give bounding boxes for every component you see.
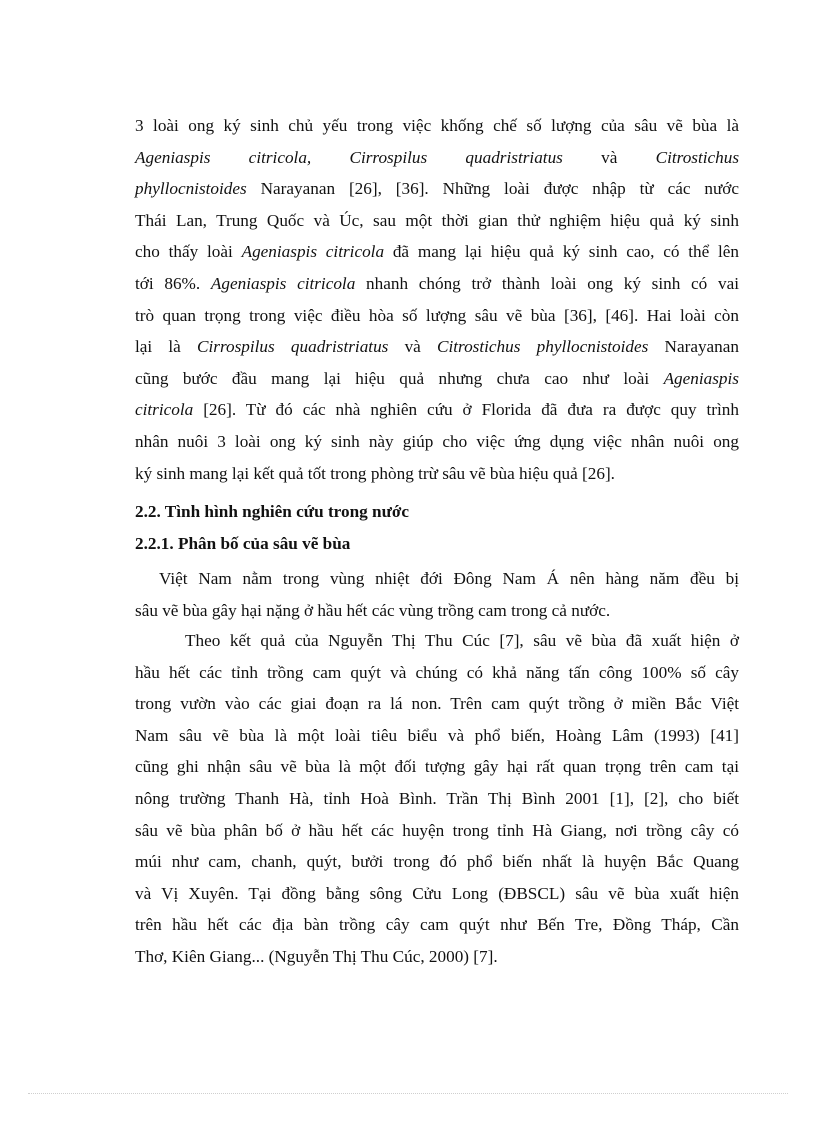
text-line: Thơ, Kiên Giang... (Nguyễn Thị Thu Cúc, 2000) [7].: [135, 946, 498, 966]
text-run: Narayanan [26], [36]. Những loài được nhập từ các nước: [246, 179, 739, 199]
text-line: hầu hết các tỉnh trồng cam quýt và chúng có khả năng tấn công 100% số cây: [135, 662, 739, 682]
text-line: [135, 236, 739, 268]
text-line: trò quan trọng trong việc điều hòa số lượng sâu vẽ bùa [36], [46]. Hai loài còn: [135, 305, 739, 325]
text-line: [135, 268, 739, 300]
subsection-heading: 2.2.1. Phân bố của sâu vẽ bùa: [135, 533, 351, 553]
text-line: [135, 173, 739, 205]
species-name: Ageniaspis citricola: [241, 242, 385, 262]
species-name: Cirrospilus quadristriatus: [349, 147, 563, 167]
text-line: và Vị Xuyên. Tại đồng bằng sông Cửu Long (ĐBSCL) sâu vẽ bùa xuất hiện: [135, 883, 739, 903]
species-name: Ageniaspis citricola: [210, 273, 356, 293]
species-name: Ageniaspis: [663, 368, 739, 388]
text-line: nông trường Thanh Hà, tỉnh Hoà Bình. Trần Thị Bình 2001 [1], [2], cho biết: [135, 788, 739, 808]
text-run: tới 86%.: [135, 273, 211, 293]
text-line: ký sinh mang lại kết quả tốt trong phòng trừ sâu vẽ bùa hiệu quả [26].: [135, 463, 615, 483]
section-headings: [135, 496, 739, 559]
text-line: sâu vẽ bùa phân bố ở hầu hết các huyện trong tỉnh Hà Giang, nơi trồng cây có: [135, 820, 739, 840]
text-line: trên hầu hết các địa bàn trồng cây cam quýt như Bến Tre, Đồng Tháp, Cần: [135, 915, 739, 935]
text-line: Thái Lan, Trung Quốc và Úc, sau một thời gian thử nghiệm hiệu quả ký sinh: [135, 210, 739, 230]
text-line: cũng ghi nhận sâu vẽ bùa là một đối tượng gây hại rất quan trọng trên cam tại: [135, 757, 739, 777]
text-line: 3 loài ong ký sinh chủ yếu trong việc khống chế số lượng của sâu vẽ bùa là: [135, 116, 739, 135]
paragraph-vietnam-distribution: [135, 563, 739, 626]
text-line: Nam sâu vẽ bùa là một loài tiêu biểu và phổ biến, Hoàng Lâm (1993) [41]: [135, 725, 739, 745]
text-line: nhân nuôi 3 loài ong ký sinh này giúp cho việc ứng dụng việc nhân nuôi ong: [135, 431, 739, 451]
text-line: Việt Nam nằm trong vùng nhiệt đới Đông Nam Á nên hàng năm đều bị: [159, 569, 739, 588]
text-run: [26]. Từ đó các nhà nghiên cứu ở Florida đã đưa ra được quy trình: [193, 400, 739, 420]
text-line: [135, 331, 739, 363]
text-run: cũng bước đầu mang lại hiệu quả nhưng chưa cao như loài: [135, 368, 664, 388]
species-name: Citrostichus phyllocnistoides: [437, 337, 649, 357]
species-name: phyllocnistoides: [135, 179, 247, 199]
text-run: lại là: [135, 337, 198, 357]
text-line: sâu vẽ bùa gây hại nặng ở hầu hết các vùng trồng cam trong cả nước.: [135, 600, 611, 620]
text-run: Narayanan: [648, 337, 739, 357]
species-name: Citrostichus: [655, 147, 740, 167]
page-bottom-rule: [28, 1093, 788, 1094]
paragraph-research-results: [135, 625, 739, 973]
text-line: [135, 363, 739, 395]
conjunction: và: [601, 147, 618, 167]
text-line: Theo kết quả của Nguyễn Thị Thu Cúc [7], sâu vẽ bùa đã xuất hiện ở: [185, 631, 739, 650]
species-name: Cirrospilus quadristriatus: [197, 337, 389, 357]
species-name: citricola: [135, 400, 194, 420]
paragraph-parasitoid-wasps: [135, 110, 739, 489]
text-run: đã mang lại hiệu quả ký sinh cao, có thể lên: [384, 242, 739, 262]
text-run: và: [388, 337, 438, 357]
text-run: nhanh chóng trở thành loài ong ký sinh có vai: [355, 273, 739, 293]
text-run: cho thấy loài: [135, 242, 242, 262]
text-line: trong vườn vào các giai đoạn ra lá non. Trên cam quýt trồng ở miền Bắc Việt: [135, 694, 739, 714]
section-heading: 2.2. Tình hình nghiên cứu trong nước: [135, 502, 410, 521]
text-line: [135, 142, 739, 174]
text-line: [135, 394, 739, 426]
species-name: Ageniaspis citricola,: [135, 147, 312, 167]
text-line: múi như cam, chanh, quýt, bưởi trong đó phổ biến nhất là huyện Bắc Quang: [135, 852, 739, 872]
